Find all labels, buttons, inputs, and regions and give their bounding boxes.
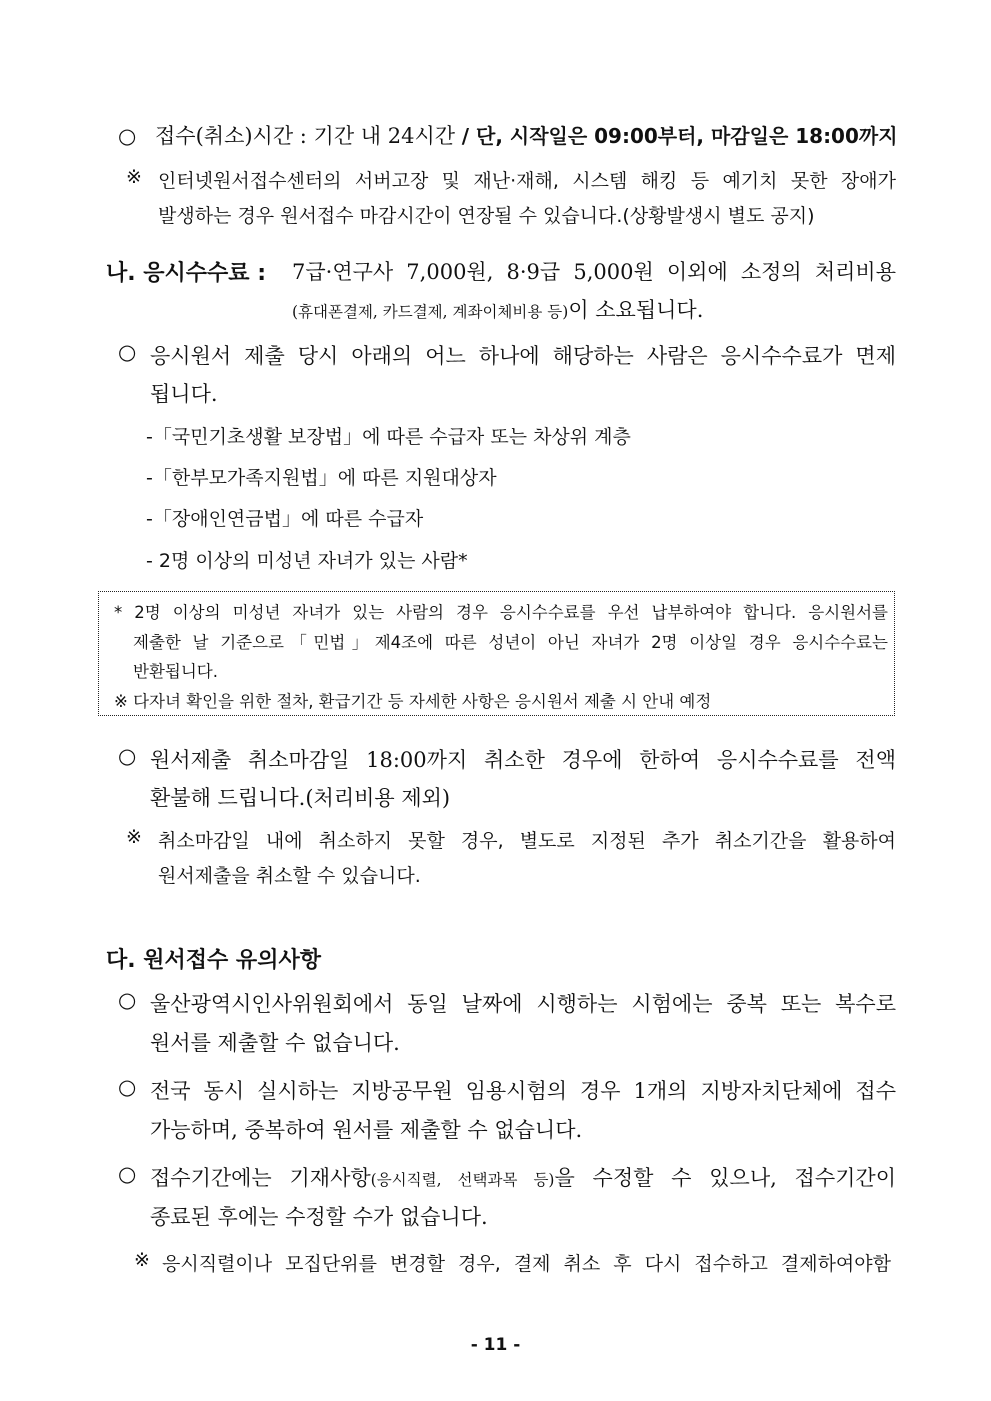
refund-note-line2: 원서제출을 취소할 수 있습니다. bbox=[158, 865, 421, 887]
fee-payment-methods: (휴대폰결제, 카드결제, 계좌이체비용 등) bbox=[292, 303, 569, 321]
caution-3-bullet: ○ bbox=[118, 1162, 137, 1186]
box-line-4: ※ 다자녀 확인을 위한 절차, 환급기간 등 자세한 사항은 응시원서 제출 시 안내 예정 bbox=[114, 692, 712, 711]
server-note-mark: ※ bbox=[126, 166, 142, 188]
exempt-item-1: -「국민기초생활 보장법」에 따른 수급자 또는 차상위 계층 bbox=[146, 426, 631, 448]
box-line-1: * 2명 이상의 미성년 자녀가 있는 사람의 경우 응시수수료를 우선 납부하여야 합니다. 응시원서를 bbox=[114, 603, 888, 622]
exempt-line1: 응시원서 제출 당시 아래의 어느 하나에 해당하는 사람은 응시수수료가 면제 bbox=[150, 344, 896, 368]
bullet-circle: ○ bbox=[118, 124, 137, 148]
edit-text-a: 접수기간에는 기재사항 bbox=[150, 1166, 371, 1190]
caution-1-line1: 울산광역시인사위원회에서 동일 날짜에 시행하는 시험에는 중복 또는 복수로 bbox=[150, 992, 896, 1016]
server-note-line2: 발생하는 경우 원서접수 마감시간이 연장될 수 있습니다.(상황발생시 별도 공지) bbox=[158, 205, 815, 227]
reception-time-line bbox=[118, 120, 898, 150]
reception-time-text: 접수(취소)시간 : 기간 내 24시간 bbox=[155, 124, 462, 148]
caution-1-line2: 원서를 제출할 수 없습니다. bbox=[150, 1031, 400, 1055]
change-note-text: 응시직렬이나 모집단위를 변경할 경우, 결제 취소 후 다시 접수하고 결제하여야함 bbox=[162, 1253, 891, 1275]
cautions-heading: 다. 원서접수 유의사항 bbox=[106, 948, 321, 973]
exempt-line2: 됩니다. bbox=[150, 382, 218, 406]
refund-line2: 환불해 드립니다.(처리비용 제외) bbox=[150, 786, 451, 810]
caution-1-bullet: ○ bbox=[118, 988, 137, 1012]
fee-heading-end: 이 소요됩니다. bbox=[568, 298, 704, 322]
fee-heading-text2 bbox=[292, 294, 703, 324]
exempt-item-2: -「한부모가족지원법」에 따른 지원대상자 bbox=[146, 467, 497, 489]
box-line-3: 반환됩니다. bbox=[133, 662, 218, 681]
exempt-bullet: ○ bbox=[118, 340, 137, 364]
caution-2-line1: 전국 동시 실시하는 지방공무원 임용시험의 경우 1개의 지방자치단체에 접수 bbox=[150, 1079, 896, 1103]
edit-text-b: 을 수정할 수 있으나, 접수기간이 bbox=[554, 1166, 896, 1190]
box-line-2: 제출한 날 기준으로「민법」제4조에 따른 성년이 아닌 자녀가 2명 이상일 경우 응시수수료는 bbox=[133, 633, 888, 652]
exempt-item-3: -「장애인연금법」에 따른 수급자 bbox=[146, 508, 424, 530]
server-note-line1: 인터넷원서접수센터의 서버고장 및 재난·재해, 시스템 해킹 등 예기치 못한 장애가 bbox=[158, 170, 896, 192]
caution-2-line2: 가능하며, 중복하여 원서를 제출할 수 없습니다. bbox=[150, 1118, 583, 1142]
caution-3-line1 bbox=[150, 1162, 896, 1192]
reception-time-bold: / 단, 시작일은 09:00부터, 마감일은 18:00까지 bbox=[461, 124, 898, 148]
refund-note-mark: ※ bbox=[126, 826, 142, 848]
fee-heading: 나. 응시수수료 : bbox=[106, 261, 266, 286]
refund-line1: 원서제출 취소마감일 18:00까지 취소한 경우에 한하여 응시수수료를 전액 bbox=[150, 748, 896, 772]
refund-bullet: ○ bbox=[118, 744, 137, 768]
fee-heading-text: 7급·연구사 7,000원, 8·9급 5,000원 이외에 소정의 처리비용 bbox=[292, 260, 896, 284]
exempt-item-4: - 2명 이상의 미성년 자녀가 있는 사람* bbox=[146, 550, 468, 572]
page-number: - 11 - bbox=[470, 1335, 521, 1355]
change-note-mark: ※ bbox=[134, 1249, 150, 1271]
edit-text-small: (응시직렬, 선택과목 등) bbox=[370, 1171, 555, 1189]
caution-2-bullet: ○ bbox=[118, 1075, 137, 1099]
refund-note-line1: 취소마감일 내에 취소하지 못할 경우, 별도로 지정된 추가 취소기간을 활용하여 bbox=[158, 830, 896, 852]
caution-3-line2: 종료된 후에는 수정할 수가 없습니다. bbox=[150, 1205, 488, 1229]
